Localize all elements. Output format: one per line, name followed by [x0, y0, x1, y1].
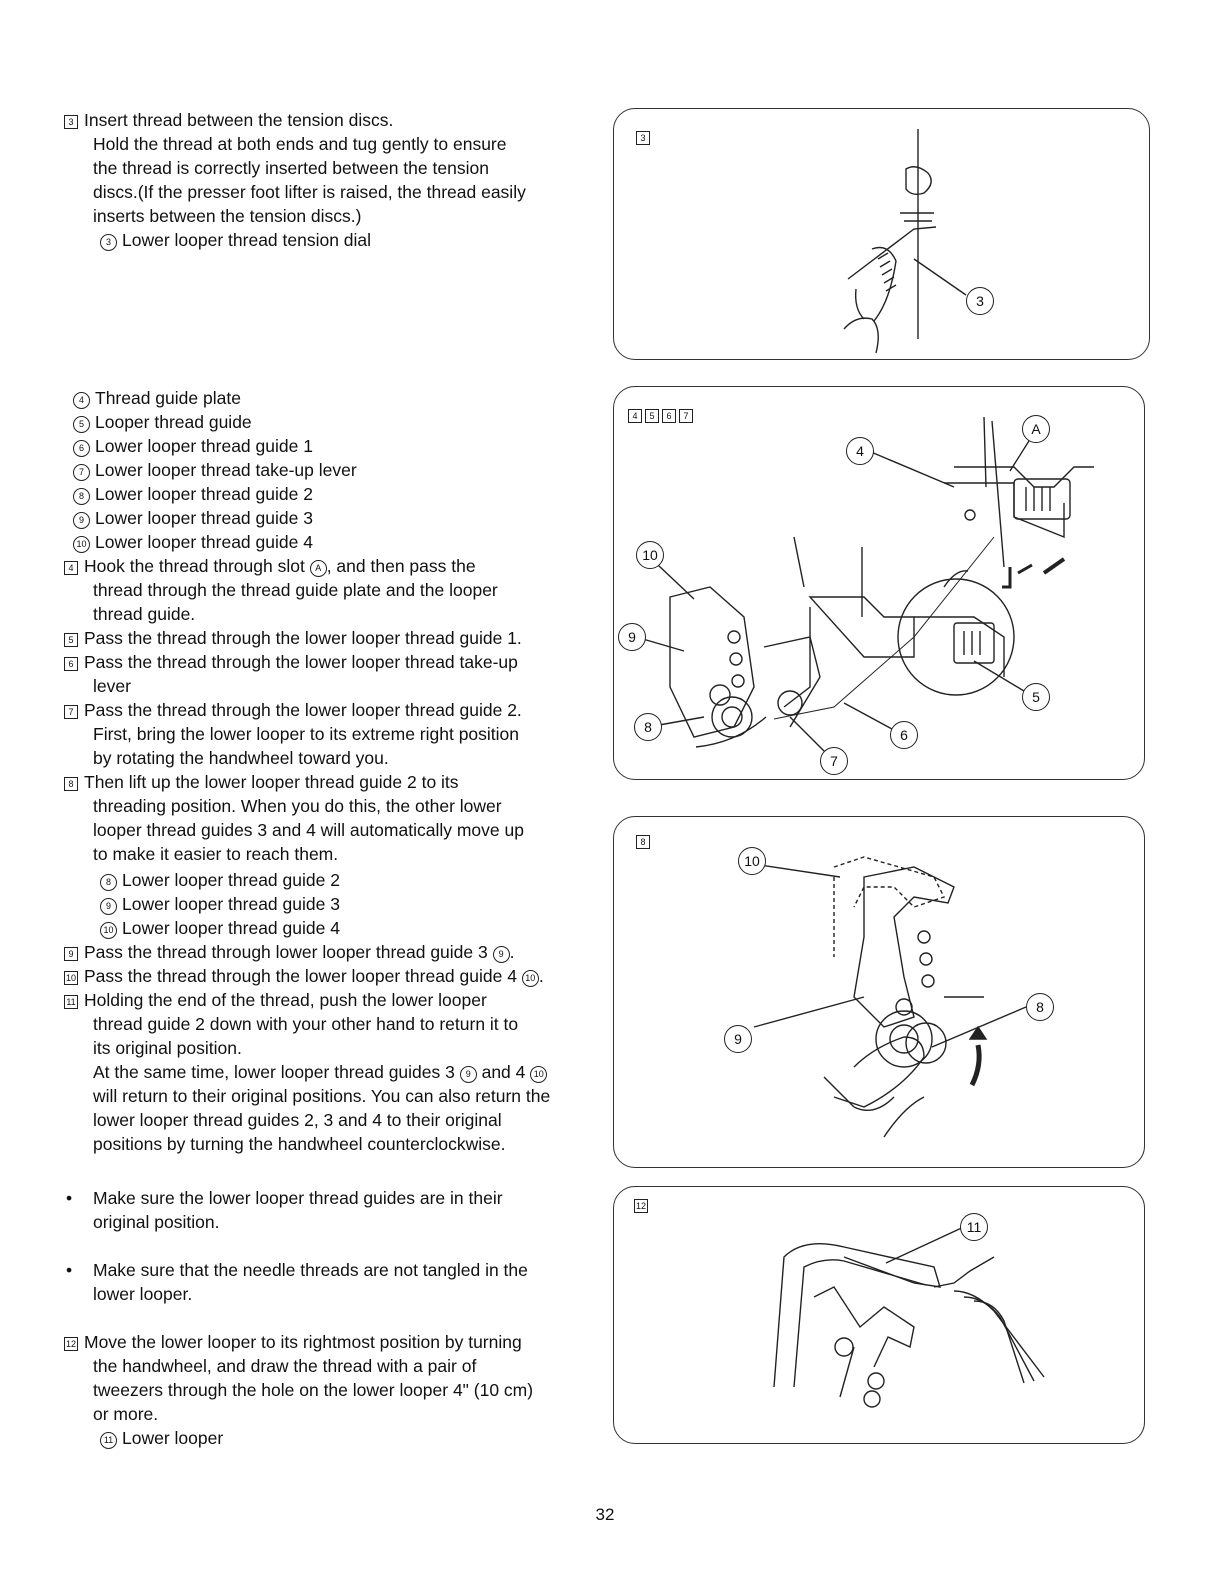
- part-item: 8 Lower looper thread guide 2: [73, 482, 313, 506]
- step-6-line-1: 6 Pass the thread through the lower looper thread take-up: [64, 650, 518, 674]
- callout-marker: A: [1022, 415, 1050, 443]
- bullet-1-mark: •: [66, 1188, 73, 1208]
- step-11-line-4: At the same time, lower looper thread guides 3 9 and 4 10: [93, 1060, 547, 1084]
- step-12-line-3: tweezers through the hole on the lower looper 4" (10 cm): [93, 1380, 534, 1400]
- page-number: 32: [595, 1505, 615, 1524]
- panel-step-label: 3: [636, 131, 653, 145]
- step-4-line-1: 4 Hook the thread through slot A , and then pass the: [64, 554, 476, 578]
- step-3-line-1: 3 Insert thread between the tension discs.: [64, 108, 393, 132]
- illustration-panel-lower-looper: [613, 1186, 1145, 1444]
- panel-step-labels: 4 5 6 7: [628, 409, 696, 423]
- step-12-line-2: the handwheel, and draw the thread with a pair of: [93, 1356, 477, 1376]
- callout-marker: 5: [1022, 683, 1050, 711]
- step-3-line-4: discs.(If the presser foot lifter is raised, the thread easily: [93, 182, 526, 202]
- part-item: 6 Lower looper thread guide 1: [73, 434, 313, 458]
- callout-marker: 10: [738, 847, 766, 875]
- step-7-line-3: by rotating the handwheel toward you.: [93, 748, 389, 768]
- thread-guides-illustration: [614, 387, 1144, 779]
- illustration-panel-tension-discs: [613, 108, 1150, 360]
- step-11-line-5: will return to their original positions. You can also return the: [93, 1086, 551, 1106]
- step-12-ref: 11 Lower looper: [100, 1426, 223, 1450]
- step-6-line-2: lever: [93, 676, 131, 696]
- illustration-panel-thread-guides: [613, 386, 1145, 780]
- bullet-2-line-1: Make sure that the needle threads are not tangled in the: [93, 1260, 528, 1280]
- step-11-line-6: lower looper thread guides 2, 3 and 4 to their original: [93, 1110, 502, 1130]
- step-3-line-5: inserts between the tension discs.): [93, 206, 362, 226]
- step-4-line-3: thread guide.: [93, 604, 196, 624]
- bullet-2-mark: •: [66, 1260, 73, 1280]
- callout-marker: 8: [634, 713, 662, 741]
- step-12-line-4: or more.: [93, 1404, 159, 1424]
- step-11-line-3: its original position.: [93, 1038, 242, 1058]
- lower-looper-illustration: [614, 1187, 1144, 1443]
- step-7-line-1: 7 Pass the thread through the lower looper thread guide 2.: [64, 698, 522, 722]
- callout-marker: 6: [890, 721, 918, 749]
- step-8-line-4: to make it easier to reach them.: [93, 844, 339, 864]
- step-5-line-1: 5 Pass the thread through the lower looper thread guide 1.: [64, 626, 522, 650]
- step-11-line-2: thread guide 2 down with your other hand to return it to: [93, 1014, 519, 1034]
- ref-number-circle: 3: [100, 234, 117, 251]
- part-item: 7 Lower looper thread take-up lever: [73, 458, 357, 482]
- bullet-1-line-2: original position.: [93, 1212, 220, 1232]
- step-8-line-1: 8 Then lift up the lower looper thread guide 2 to its: [64, 770, 459, 794]
- part-item: 10 Lower looper thread guide 4: [73, 530, 313, 554]
- step-9-line-1: 9 Pass the thread through lower looper thread guide 3 9 .: [64, 940, 515, 964]
- callout-marker: 9: [618, 623, 646, 651]
- step-10-line-1: 10 Pass the thread through the lower looper thread guide 4 10 .: [65, 966, 544, 986]
- tension-dial-illustration: [614, 109, 1149, 359]
- callout-marker: 7: [820, 747, 848, 775]
- illustration-panel-lift-guide: [613, 816, 1145, 1168]
- step-12-line-1: 12 Move the lower looper to its rightmost position by turning: [65, 1332, 522, 1352]
- step-3-line-3: the thread is correctly inserted between the tension: [93, 158, 489, 178]
- step-number-box: 3: [64, 115, 78, 129]
- callout-marker: 11: [960, 1213, 988, 1241]
- step-7-line-2: First, bring the lower looper to its extreme right position: [93, 724, 520, 744]
- step-8-line-2: threading position. When you do this, the other lower: [93, 796, 502, 816]
- panel-step-label: 12: [635, 1201, 646, 1211]
- panel-step-label: 8: [636, 835, 653, 849]
- step-8-ref: 9 Lower looper thread guide 3: [100, 892, 340, 916]
- step-8-line-3: looper thread guides 3 and 4 will automatically move up: [93, 820, 524, 840]
- bullet-2-line-2: lower looper.: [93, 1284, 193, 1304]
- callout-marker: 4: [846, 437, 874, 465]
- callout-marker: 10: [636, 541, 664, 569]
- lift-guide-illustration: [614, 817, 1144, 1167]
- step-3-line-2: Hold the thread at both ends and tug gently to ensure: [93, 134, 507, 154]
- part-item: 5 Looper thread guide: [73, 410, 252, 434]
- step-3-ref: 3 Lower looper thread tension dial: [100, 228, 371, 252]
- callout-marker: 3: [966, 287, 994, 315]
- callout-marker: 9: [724, 1025, 752, 1053]
- callout-marker: 8: [1026, 993, 1054, 1021]
- part-item: 9 Lower looper thread guide 3: [73, 506, 313, 530]
- part-item: 4 Thread guide plate: [73, 386, 241, 410]
- step-11-line-7: positions by turning the handwheel counterclockwise.: [93, 1134, 506, 1154]
- step-8-ref: 10 Lower looper thread guide 4: [100, 916, 340, 940]
- bullet-1-line-1: Make sure the lower looper thread guides are in their: [93, 1188, 503, 1208]
- step-11-line-1: 11 Holding the end of the thread, push the lower looper: [64, 988, 487, 1012]
- step-4-line-2: thread through the thread guide plate and the looper: [93, 580, 498, 600]
- step-8-ref: 8 Lower looper thread guide 2: [100, 868, 340, 892]
